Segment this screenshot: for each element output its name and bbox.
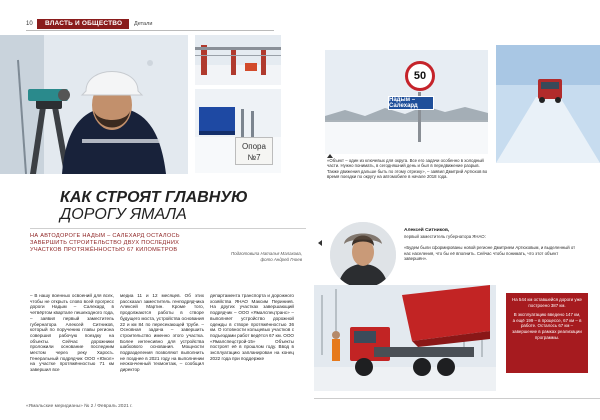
opora-plate: [235, 137, 273, 165]
quote-marker: [318, 240, 322, 246]
author-credit: Подготовила Наталья Малахова,: [231, 251, 302, 256]
photo-surveyor: [0, 35, 188, 174]
rubric-title: ВЛАСТЬ И ОБЩЕСТВО: [45, 20, 123, 27]
quote-text: «Будем были сформированы новой регионе Дмитрием Артюховым, и выделенный от нас населения, что бы её вполнить. Сейчас чтобы понимать, что этот объект завершён».: [404, 245, 576, 261]
truck-illustration: [496, 45, 600, 163]
body-column-2: медиа 11 и 12 месяцев. Об этих рассказал заместитель генподрядчика Алексей Мартин. Кроме того, продолжаются работы в створе будущего моста, устройства основания 22 и км 84 по пересекающей трубе. – Основная задача – завершить строительство именно этого участка. Более интенсивно для устройства шабхового основания. Мощности подразделения позволяют выполнить не позднее в 2021 году на выполнении неоконченный техмонтаж, – сообщил директор: [120, 293, 204, 373]
article-credits: [210, 251, 302, 263]
opora-label: Опора №7: [242, 142, 266, 162]
portrait-illustration: [330, 222, 396, 288]
photo-credit: фото Андрей Гноев: [260, 257, 302, 262]
road-name-label: Надым – Салехард: [389, 97, 418, 109]
facts-box: [506, 293, 588, 373]
road-name-sign: [388, 96, 434, 110]
page-number: 10: [26, 21, 33, 27]
bridge-illustration: [195, 35, 281, 85]
title-line-1: КАК СТРОЯТ ГЛАВНУЮ: [60, 189, 248, 206]
article-lead: НА АВТОДОРОГЕ НАДЫМ – САЛЕХАРД ОСТАЛОСЬ ЗАВЕРШИТЬ СТРОИТЕЛЬСТВО ДВУХ ПОСЛЕДНИХ УЧАСТКОВ ПРОТЯЖЁННОСТЬЮ 67 КИЛОМЕТРОВ: [30, 233, 180, 253]
body-column-3: департамента транспорта и дорожного хозяйства ЯНАО Максим Периниев. На других участках завершающий подрядчик – ООО «Ямалспецтранс» – выполняет устройство дорожной одежды в створе протяжённостью 36 км. О готовности кольцевых участков с подъездами работ ведётся 67 км. ООО «Ямалспецстрой-15» Объекты построят её в прошлом году. Ввод в эксплуатацию запланирован на конец 2022 года при поддержке: [210, 293, 294, 361]
article-title: [60, 189, 300, 223]
fact-1: На 544 км оставшейся дороги уже построено 387 км.: [512, 297, 582, 308]
page-footer: «Ямальские меридианы» № 2 / Февраль 2021 г.: [26, 404, 133, 409]
speed-limit-value: 50: [413, 70, 427, 82]
body-column-1: – В нашу военных освоений для всех, чтобы не открыть слово всей прогресс дороги Надым – Салехард в четвёртом квартале пешеходного года, – заявил первый заместитель губернатора Алексей Ситников, который по поручению главы региона совершил рабочую поездку на объекты. Сейчас дорожники проложили основание последним местом через реку Харосъ. Генеральный подрядчик ООО «Юкол» на участке протяжённостью 71 км завершил все: [30, 293, 114, 373]
photo-bridge: [195, 35, 281, 85]
speaker-portrait: [330, 222, 396, 288]
title-divider: [30, 228, 306, 229]
fact-2: В эксплуатацию введено 147 км, а ещё 199 – в процессе, 67 км – в работе. Осталось 67 км – завершение в рамках реализации программы.: [512, 312, 582, 340]
dump-truck-illustration: [314, 285, 496, 391]
quote-speaker-role: первый заместитель губернатора ЯНАО:: [404, 234, 486, 239]
photo-dump-truck: [314, 285, 496, 391]
photo-truck: [496, 45, 600, 163]
speed-limit-sign: [405, 61, 435, 91]
bottom-divider: [314, 398, 600, 399]
surveyor-illustration: [0, 35, 188, 174]
rubric-subtitle: Детали: [134, 21, 153, 27]
photo-caption: «Объект – один из ключевых для округа. Все его задачи особенно в холодный части. Нужно понимать, в сегодняшний день и был в передвижение разрыв. Также движения дальше быть по этому отрезку», – заявил Дмитрий Артюхов во время поездки по округу на автомобиле в начале 2018 года.: [327, 158, 488, 180]
title-line-2: ДОРОГУ ЯМАЛА: [60, 206, 187, 223]
quote-speaker-name: Алексей Ситников,: [404, 228, 450, 233]
header-divider: [26, 30, 274, 31]
